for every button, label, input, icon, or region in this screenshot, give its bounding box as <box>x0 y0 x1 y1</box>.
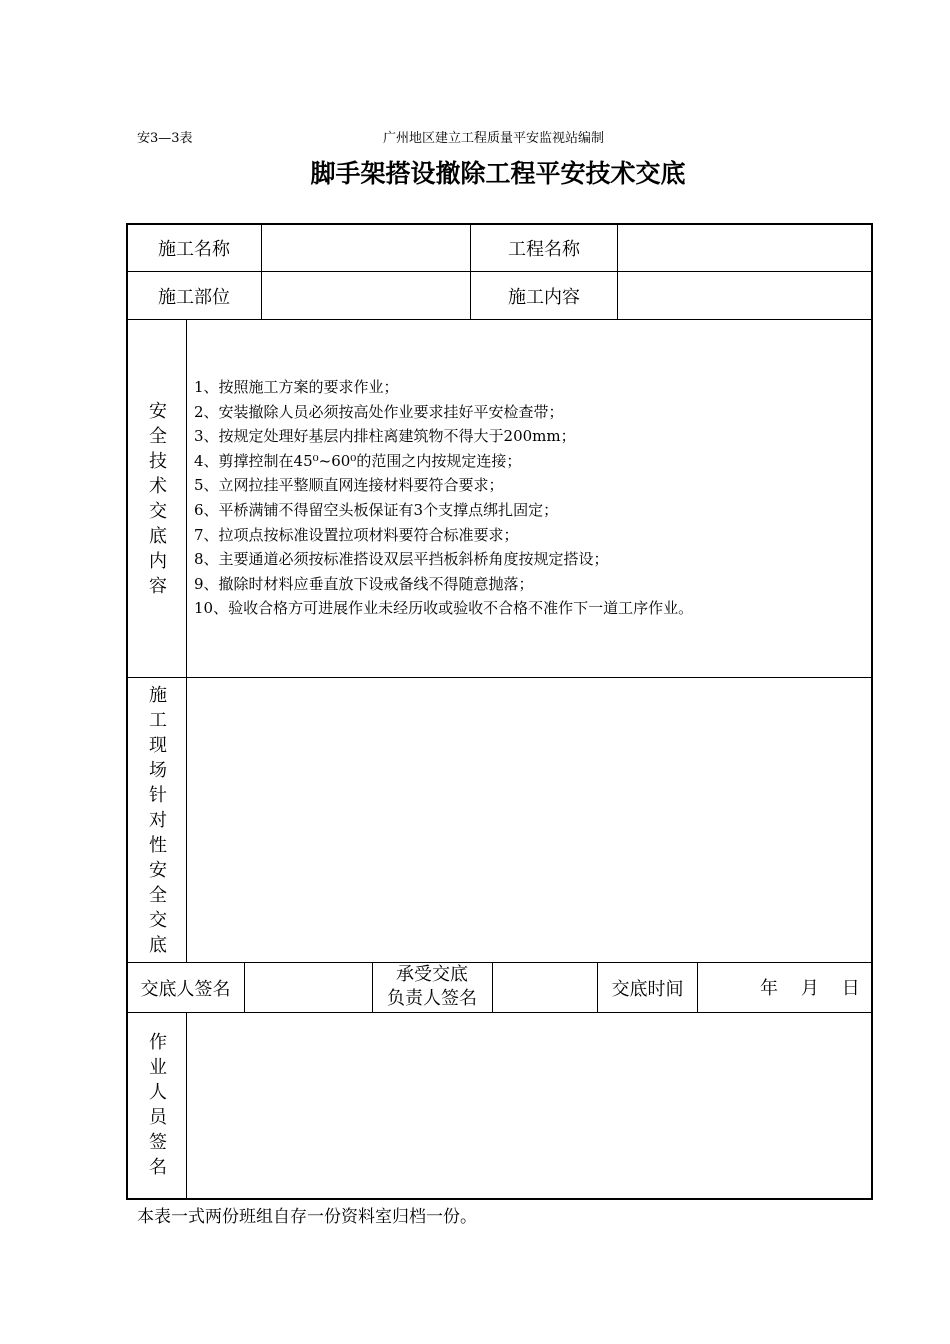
row-divider <box>127 1012 872 1013</box>
row-divider <box>127 677 187 678</box>
construction-name-field[interactable] <box>262 224 470 271</box>
safety-section-label: 安 全 技 术 交 底 内 容 <box>149 401 167 597</box>
workers-section-label: 作 业 人 员 签 名 <box>149 1032 167 1178</box>
briefer-signature-label: 交底人签名 <box>140 978 231 1000</box>
briefer-signature-field[interactable] <box>245 963 372 1012</box>
construction-part-label: 施工部位 <box>158 286 230 308</box>
construction-content-field[interactable] <box>618 272 871 319</box>
list-item: 6、平桥满铺不得留空头板保证有3个支撑点绑扎固定； <box>194 500 559 519</box>
onsite-briefing-field[interactable] <box>188 679 870 961</box>
briefing-date-field[interactable]: 年 月 日 <box>760 978 860 999</box>
receiver-signature-field[interactable] <box>493 963 597 1012</box>
list-item: 3、按规定处理好基层内排柱离建筑物不得大于200mm； <box>194 427 576 446</box>
row-divider <box>127 319 872 320</box>
list-item: 10、验收合格方可进展作业未经历收或验收不合格不准作下一道工序作业。 <box>194 599 694 618</box>
form-code: 安3—3表 <box>137 131 193 146</box>
issuer-line: 广州地区建立工程质量平安监视站编制 <box>383 131 605 146</box>
onsite-section-label: 施 工 现 场 针 对 性 安 全 交 底 <box>149 685 167 956</box>
list-item: 1、按照施工方案的要求作业； <box>194 378 399 396</box>
footer-note: 本表一式两份班组自存一份资料室归档一份。 <box>137 1207 477 1227</box>
page-title-wrap <box>0 154 950 190</box>
list-item: 5、立网拉挂平整顺直网连接材料要符合要求； <box>194 476 504 495</box>
list-item: 8、主要通道必须按标准搭设双层平挡板斜桥角度按规定搭设； <box>194 550 609 569</box>
construction-part-field[interactable] <box>262 272 470 319</box>
page-title: 脚手架搭设撤除工程平安技术交底 <box>310 159 686 188</box>
project-name-field[interactable] <box>618 224 871 271</box>
construction-name-label: 施工名称 <box>158 238 230 260</box>
construction-content-label: 施工内容 <box>508 286 580 308</box>
col-divider <box>186 1013 187 1199</box>
col-divider <box>697 963 698 1013</box>
list-item: 7、拉项点按标准设置拉项材料要符合标准要求； <box>194 525 519 544</box>
receiver-signature-label: 承受交底 负责人签名 <box>387 964 477 1009</box>
workers-signature-field[interactable] <box>188 1014 870 1198</box>
col-divider <box>186 320 187 962</box>
briefing-time-label: 交底时间 <box>611 978 684 1000</box>
row-divider <box>186 677 872 678</box>
project-name-label: 工程名称 <box>508 238 580 260</box>
list-item: 4、剪撑控制在45⁰~60⁰的范围之内按规定连接； <box>194 451 522 470</box>
list-item: 2、安装撤除人员必须按高处作业要求挂好平安检查带； <box>194 402 564 421</box>
list-item: 9、撤除时材料应垂直放下设戒备线不得随意抛落； <box>194 574 534 593</box>
safety-items-list <box>194 375 693 621</box>
